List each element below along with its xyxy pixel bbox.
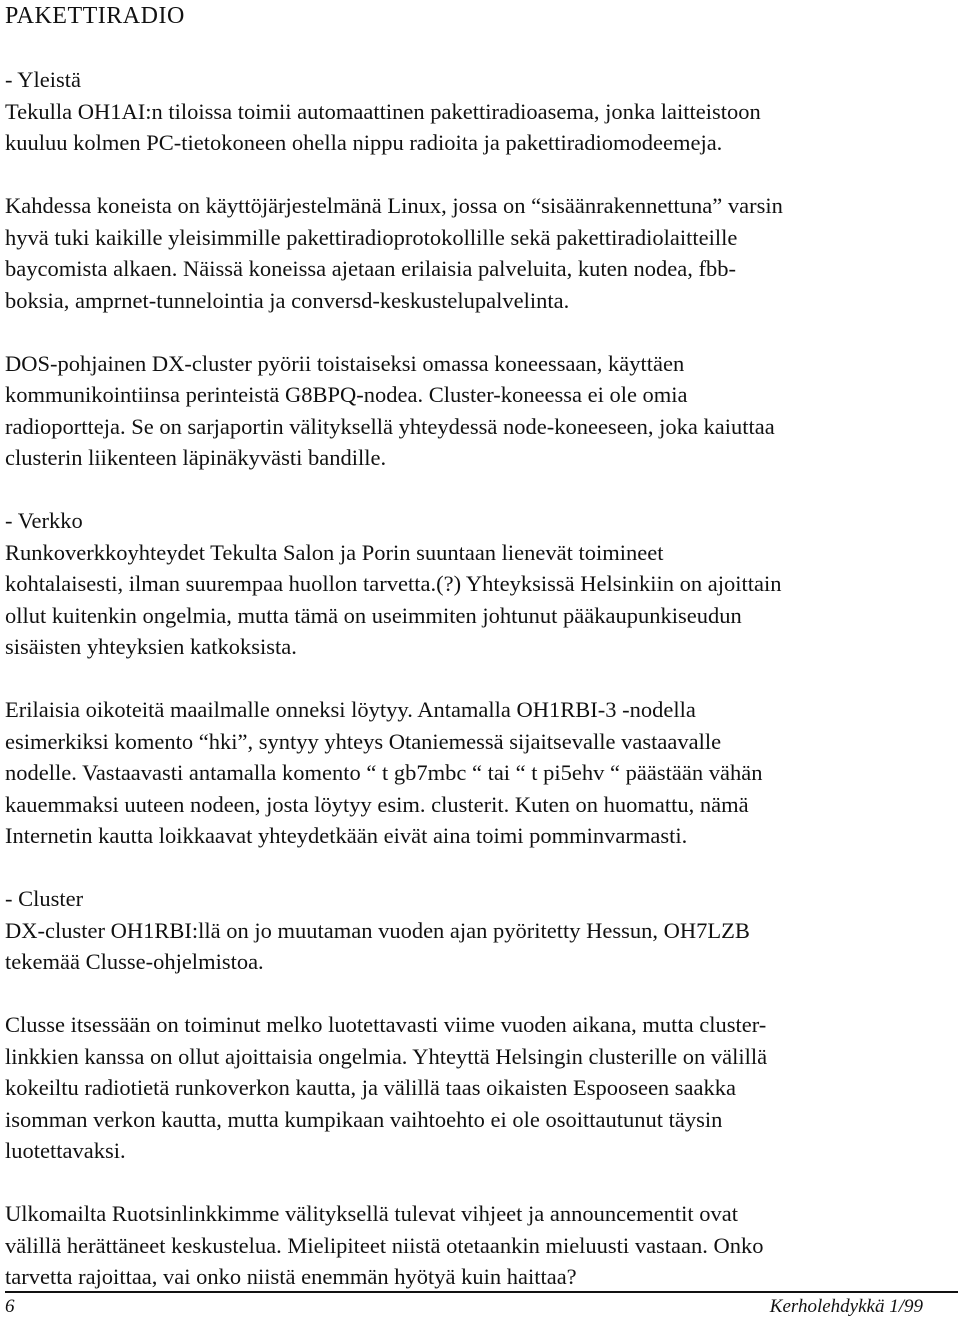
paragraph: Tekulla OH1AI:n tiloissa toimii automaattinen pakettiradioasema, jonka laitteistoon kuuluu kolmen PC-tietokoneen ohella nippu radioita ja pakettiradiomodeemeja.: [5, 98, 761, 155]
section-verkko: [5, 505, 945, 852]
page-title: PAKETTIRADIO: [5, 3, 185, 29]
paragraph: Clusse itsessään on toiminut melko luotettavasti viime vuoden aikana, mutta cluster- linkkien kanssa on ollut ajoittaisia ongelmia. Yhteyttä Helsingin clusterille on välillä kokeiltu radiotietä runkoverkon kautta, ja välillä taas oikaisten Espooseen saakka isomman verkon kautta, mutta kumpikaan vaihtoehto ei ole osoittautunut täysin luotettavaksi.: [5, 1012, 768, 1163]
paragraph: DX-cluster OH1RBI:llä on jo muutaman vuoden ajan pyöritetty Hessun, OH7LZB tekemää Clusse-ohjelmistoa.: [5, 917, 750, 974]
paragraph: Kahdessa koneista on käyttöjärjestelmänä Linux, jossa on “sisäänrakennettuna” varsin hyvä tuki kaikille yleisimmille pakettiradioprotokollille sekä pakettiradiolaitteille baycomista alkaen. Näissä koneissa ajetaan erilaisia palveluita, kuten nodea, fbb- boksia, amprnet-tunnelointia ja conversd-keskustelupalvelinta.: [5, 193, 783, 313]
paragraph: DOS-pohjainen DX-cluster pyörii toistaiseksi omassa koneessaan, käyttäen kommunikointiinsa perinteistä G8BPQ-nodea. Cluster-koneessa ei ole omia radioportteja. Se on sarjaportin välityksellä yhteydessä node-koneeseen, joka kaiuttaa clusterin liikenteen läpinäkyvästi bandille.: [5, 350, 775, 470]
page-number: 6: [5, 1296, 15, 1317]
paragraph: Runkoverkkoyhteydet Tekulta Salon ja Porin suuntaan lienevät toimineet kohtalaisesti, ilman suurempaa huollon tarvetta.(?) Yhteyksissä Helsinkiin on ajoittain ollut kuitenkin ongelmia, mutta tämä on useimmiten johtunut pääkaupunkiseudun sisäisten yhteyksien katkoksista.: [5, 539, 782, 659]
section-heading: - Yleistä: [5, 67, 82, 92]
section-yleista: [5, 64, 945, 474]
page-footer: [5, 1296, 923, 1320]
section-heading: - Cluster: [5, 886, 84, 911]
publication-name: Kerholehdykkä 1/99: [769, 1296, 923, 1317]
paragraph: Erilaisia oikoteitä maailmalle onneksi löytyy. Antamalla OH1RBI-3 -nodella esimerkiksi komento “hki”, syntyy yhteys Otaniemessä sijaitsevalle vastaavalle nodelle. Vastaavasti antamalla komento “ t gb7mbc “ tai “ t pi5ehv “ päästään vähän kauemmaksi uuteen nodeen, josta löytyy esim. clusterit. Kuten on huomattu, nämä Internetin kautta loikkaavat yhteydetkään eivät aina toimi pomminvarmasti.: [5, 697, 763, 848]
article-body: [5, 64, 945, 1293]
footer-rule: [5, 1291, 958, 1293]
section-heading: - Verkko: [5, 508, 83, 533]
section-cluster: [5, 883, 945, 1293]
paragraph: Ulkomailta Ruotsinlinkkimme välityksellä tulevat vihjeet ja announcementit ovat välillä herättäneet keskustelua. Mielipiteet niistä otetaankin mieluusti vastaan. Onko tarvetta rajoittaa, vai onko niistä enemmän hyötyä kuin haittaa?: [5, 1201, 764, 1289]
